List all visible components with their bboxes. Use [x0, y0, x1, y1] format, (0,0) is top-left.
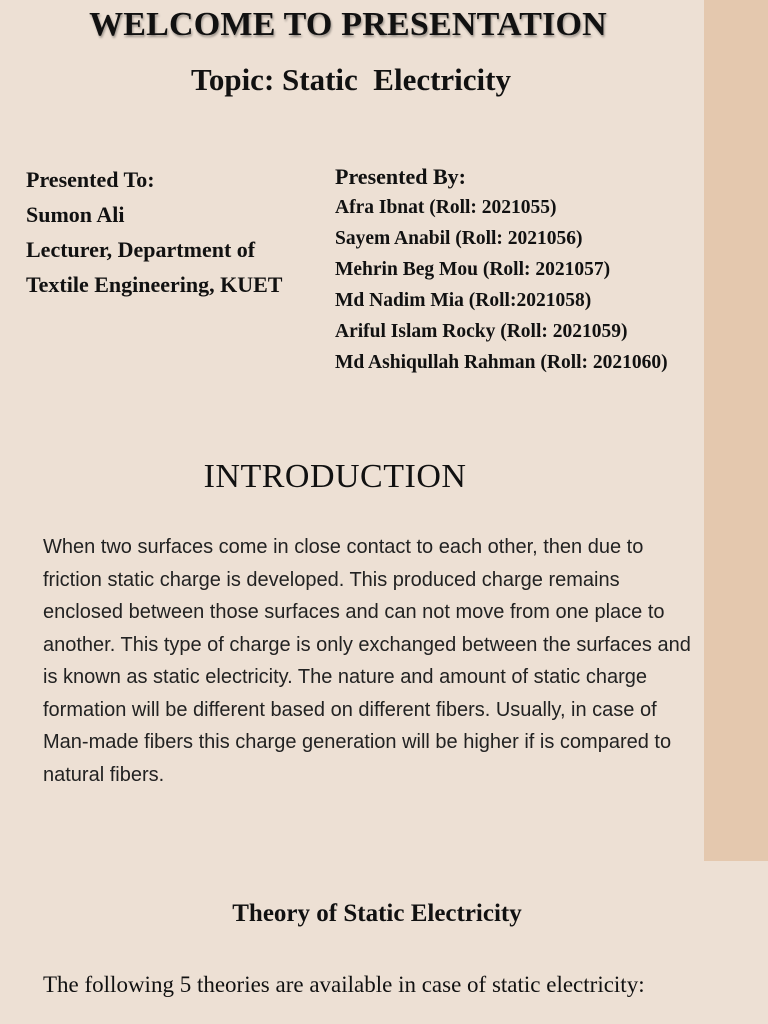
- presented-by-heading: Presented By:: [335, 164, 466, 189]
- introduction-paragraph: When two surfaces come in close contact to each other, then due to friction static charge is developed. This produced charge remains enclosed between those surfaces and can not move from one place to another. This type of charge is only exchanged between the surfaces and is known as static electricity. The nature and amount of static charge formation will be different based on different fibers. Usually, in case of Man-made fibers this charge generation will be higher if is compared to natural fibers.: [43, 536, 691, 786]
- presented-to-heading: Presented To:: [26, 167, 155, 192]
- member-item: Afra Ibnat (Roll: 2021055): [335, 197, 557, 218]
- presented-to-section: [26, 162, 326, 302]
- welcome-title: WELCOME TO PRESENTATION: [89, 6, 607, 43]
- introduction-heading: INTRODUCTION: [203, 458, 467, 495]
- member-item: Sayem Anabil (Roll: 2021056): [335, 228, 583, 249]
- topic-title: Topic: Static Electricity: [191, 62, 511, 97]
- member-item: Md Ashiqullah Rahman (Roll: 2021060): [335, 352, 668, 373]
- presenter-name: Sumon Ali: [26, 202, 125, 227]
- theory-heading: Theory of Static Electricity: [232, 900, 522, 927]
- presenter-title-line-1: Lecturer, Department of: [26, 237, 256, 262]
- presenter-title-line-2: Textile Engineering, KUET: [26, 272, 283, 297]
- theory-intro-text: The following 5 theories are available in case of static electricity:: [43, 972, 645, 997]
- decorative-side-band: [704, 0, 768, 861]
- member-item: Md Nadim Mia (Roll:2021058): [335, 290, 592, 311]
- member-list: [335, 192, 715, 378]
- member-item: Mehrin Beg Mou (Roll: 2021057): [335, 259, 611, 280]
- member-item: Ariful Islam Rocky (Roll: 2021059): [335, 321, 628, 342]
- presented-by-section: [335, 162, 715, 378]
